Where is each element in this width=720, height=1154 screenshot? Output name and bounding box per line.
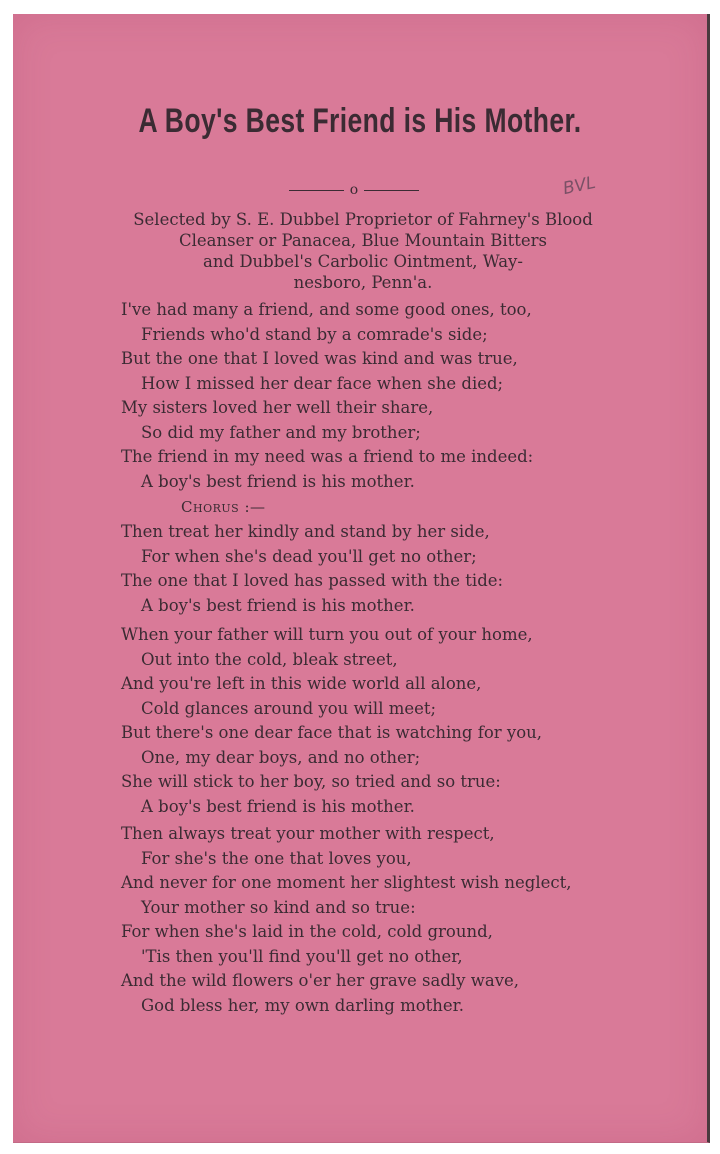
verse-line: A boy's best friend is his mother. xyxy=(141,796,415,816)
verse-line: And you're left in this wide world all alone, xyxy=(121,674,482,693)
verse-line: Then always treat your mother with respect, xyxy=(121,824,495,843)
verse-line: I've had many a friend, and some good ones, too, xyxy=(121,300,532,319)
chorus-line: The one that I loved has passed with the tide: xyxy=(121,571,504,590)
credit-line: Selected by S. E. Dubbel Proprietor of Fahrney's Blood xyxy=(133,210,593,229)
selected-by-credit xyxy=(83,209,643,293)
verse-3 xyxy=(121,822,572,1018)
song-title: A Boy's Best Friend is His Mother. xyxy=(138,102,582,140)
verse-line: For she's the one that loves you, xyxy=(141,848,412,868)
verse-line: A boy's best friend is his mother. xyxy=(141,471,415,491)
verse-line: God bless her, my own darling mother. xyxy=(141,995,464,1015)
handwritten-note: BVL xyxy=(561,172,598,200)
verse-line: How I missed her dear face when she died; xyxy=(141,373,504,393)
chorus xyxy=(121,520,503,618)
verse-line: For when she's laid in the cold, cold ground, xyxy=(121,922,493,941)
divider-ornament: o xyxy=(349,182,359,198)
credit-line: nesboro, Penn'a. xyxy=(293,273,433,292)
credit-line: Cleanser or Panacea, Blue Mountain Bitters xyxy=(178,231,548,250)
divider-line-right xyxy=(364,190,419,191)
verse-line: 'Tis then you'll find you'll get no other, xyxy=(141,946,463,966)
verse-line: Cold glances around you will meet; xyxy=(141,698,437,718)
verse-line: But there's one dear face that is watching for you, xyxy=(121,723,543,742)
chorus-label-text: Chorus :— xyxy=(181,498,266,516)
verse-line: When your father will turn you out of your home, xyxy=(121,625,533,644)
verse-line: Out into the cold, bleak street, xyxy=(141,649,398,669)
verse-line: And never for one moment her slightest wish neglect, xyxy=(121,873,572,892)
verse-line: She will stick to her boy, so tried and so true: xyxy=(121,772,501,791)
verse-line: And the wild flowers o'er her grave sadly wave, xyxy=(121,971,520,990)
chorus-label xyxy=(181,498,266,516)
verse-1 xyxy=(121,298,533,494)
chorus-line: Then treat her kindly and stand by her side, xyxy=(121,522,490,541)
verse-line: So did my father and my brother; xyxy=(141,422,421,442)
verse-line: Friends who'd stand by a comrade's side; xyxy=(141,324,488,344)
chorus-line: For when she's dead you'll get no other; xyxy=(141,546,477,566)
title-divider xyxy=(289,184,419,198)
verse-line: One, my dear boys, and no other; xyxy=(141,747,421,767)
verse-line: The friend in my need was a friend to me indeed: xyxy=(121,447,534,466)
divider-line-left xyxy=(289,190,344,191)
chorus-line: A boy's best friend is his mother. xyxy=(141,595,415,615)
verse-line: My sisters loved her well their share, xyxy=(121,398,434,417)
verse-line: Your mother so kind and so true: xyxy=(141,897,416,917)
song-sheet xyxy=(13,14,710,1143)
verse-2 xyxy=(121,623,542,819)
verse-line: But the one that I loved was kind and was true, xyxy=(121,349,518,368)
credit-line: and Dubbel's Carbolic Ointment, Way- xyxy=(203,252,523,271)
